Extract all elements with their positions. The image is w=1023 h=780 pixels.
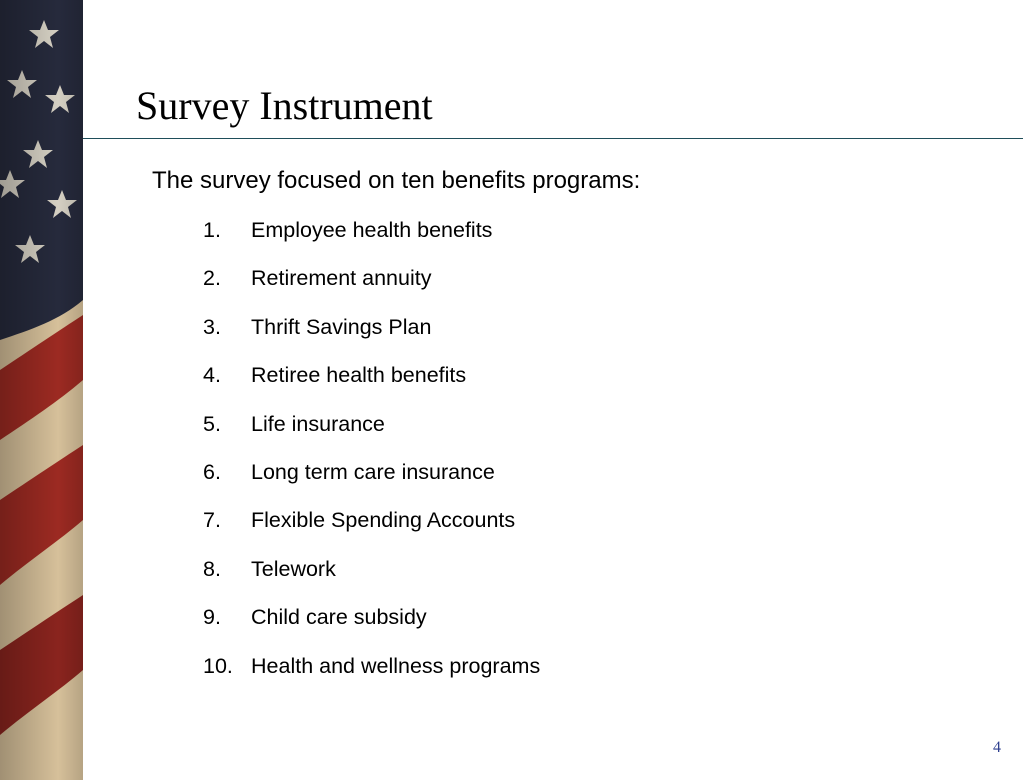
item-number: 2. <box>203 266 221 291</box>
item-number: 9. <box>203 605 221 630</box>
item-label: Life insurance <box>251 411 385 436</box>
item-number: 7. <box>203 508 221 533</box>
item-label: Telework <box>251 556 336 581</box>
list-item <box>203 214 540 262</box>
flag-image <box>0 0 83 780</box>
list-item <box>203 311 540 359</box>
list-item <box>203 553 540 601</box>
list-item <box>203 359 540 407</box>
list-item <box>203 504 540 552</box>
list-item <box>203 408 540 456</box>
item-label: Employee health benefits <box>251 218 493 242</box>
item-number: 10. <box>203 653 233 678</box>
item-label: Retirement annuity <box>251 266 432 291</box>
item-number: 1. <box>203 218 221 242</box>
list-item <box>203 456 540 504</box>
slide-title: Survey Instrument <box>136 83 433 128</box>
intro-text: The survey focused on ten benefits programs: <box>152 167 641 194</box>
item-label: Thrift Savings Plan <box>251 314 432 339</box>
item-label: Child care subsidy <box>251 605 427 630</box>
item-label: Flexible Spending Accounts <box>251 508 516 533</box>
list-item <box>203 601 540 649</box>
title-divider <box>83 138 1023 139</box>
benefits-list <box>203 214 540 698</box>
item-number: 5. <box>203 411 221 436</box>
item-number: 6. <box>203 459 221 484</box>
item-label: Long term care insurance <box>251 459 495 484</box>
item-label: Retiree health benefits <box>251 363 467 388</box>
list-item <box>203 650 540 698</box>
item-number: 3. <box>203 314 221 339</box>
list-item <box>203 262 540 310</box>
item-number: 8. <box>203 556 221 581</box>
page-number: 4 <box>993 739 1001 756</box>
item-label: Health and wellness programs <box>251 653 541 678</box>
item-number: 4. <box>203 363 221 388</box>
